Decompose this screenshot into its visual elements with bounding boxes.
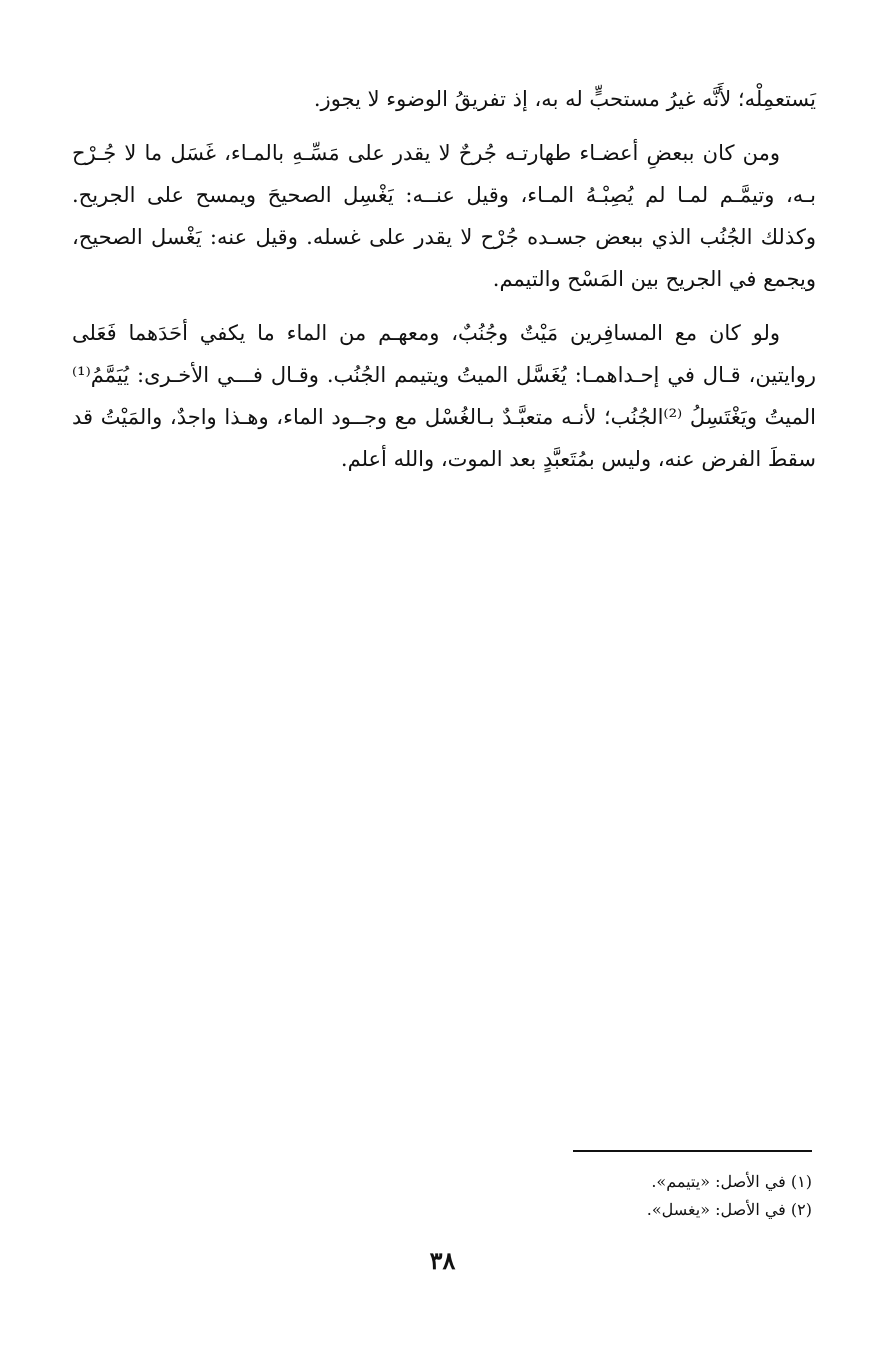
paragraph-2: ومن كان ببعضِ أعضـاء طهارتـه جُرحٌ لا يقدر على مَسِّـهِ بالمـاء، غَسَل ما لا جُـرْح بـه، وتيمَّـم لمـا لم يُصِبْـهُ المـاء، وقيل عنــه: يَغْسِل الصحيحَ ويمسح على الجريح. وكذلك الجُنُب الذي ببعض جسـده جُرْح لا يقدر على غسله. وقيل عنه: يَغْسل الصحيح، ويجمع في الجريح بين المَسْح والتيمم. <box>72 141 816 291</box>
paragraph-3: ولو كان مع المسافِرين مَيْتٌ وجُنُبٌ، ومعهـم من الماء ما يكفي أحَدَهما فَعَلى روايتين، قـال في إحـداهمـا: يُغَسَّل الميتُ ويتيمم الجُنُب. وقـال فـــي الأخـرى: يُيَمَّمُ⁽¹⁾ الميتُ ويَغْتَسِلُ ⁽²⁾الجُنُب؛ لأنـه متعبَّـدٌ بـالغُسْل مع وجــود الماء، وهـذا واجدٌ، والمَيْتُ قد سقطَ الفرض عنه، وليس بمُتَعبَّدٍ بعد الموت، والله أعلم. <box>72 321 816 471</box>
page-number: ٣٨ <box>429 1246 456 1275</box>
paragraph-1: يَستعمِلْه؛ لأَنَّه غيرُ مستحبٍّ له به، إذ تفريقُ الوضوء لا يجوز. <box>313 87 816 111</box>
main-text <box>72 78 816 492</box>
footnotes <box>400 1168 812 1224</box>
footnote-divider <box>573 1150 812 1152</box>
footnote-1: (١) في الأصل: «يتيمم». <box>651 1172 812 1191</box>
footnote-2: (٢) في الأصل: «يغسل». <box>646 1200 812 1219</box>
